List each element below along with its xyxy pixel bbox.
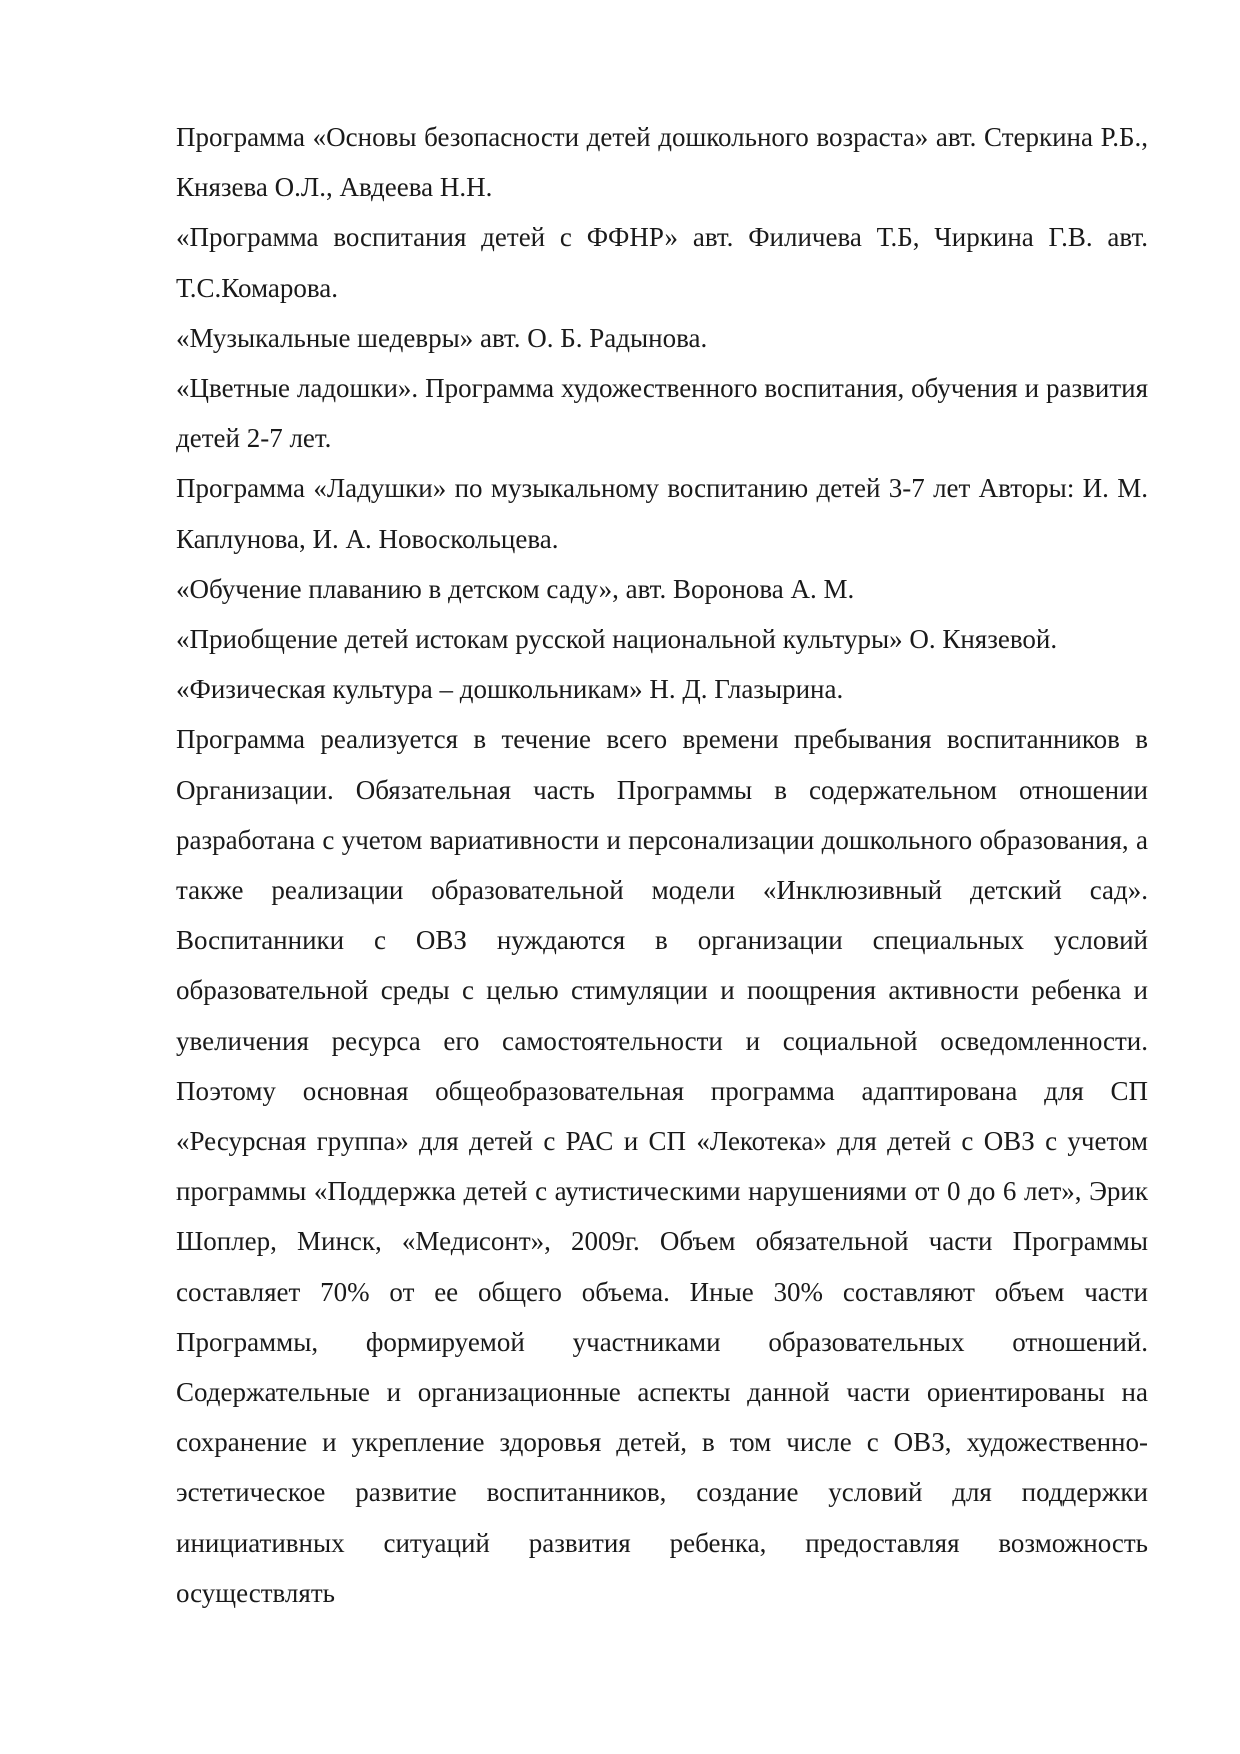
paragraph-program-implementation: Программа реализуется в течение всего времени пребывания воспитанников в Организации. Обязательная часть Программы в содержательном отношении разработана с учетом вариативности и персонализации дошкольного образования, а также реализации образовательной модели «Инклюзивный детский сад». Воспитанники с ОВЗ нуждаются в организации специальных условий образовательной среды с целью стимуляции и поощрения активности ребенка и увеличения ресурса его самостоятельности и социальной осведомленности. Поэтому основная общеобразовательная программа адаптирована для СП «Ресурсная группа» для детей с РАС и СП «Лекотека» для детей с ОВЗ с учетом программы «Поддержка детей с аутистическими нарушениями от 0 до 6 лет», Эрик Шоплер, Минск, «Медисонт», 2009г. Объем обязательной части Программы составляет 70% от ее общего объема. Иные 30% составляют объем части Программы, формируемой участниками образовательных отношений. Содержательные и организационные аспекты данной части ориентированы на сохранение и укрепление здоровья детей, в том числе с ОВЗ, художественно-эстетическое развитие воспитанников, создание условий для поддержки инициативных ситуаций развития ребенка, предоставляя возможность осуществлять xyxy=(176,724,1148,1608)
paragraph-ladushki: Программа «Ладушки» по музыкальному воспитанию детей 3-7 лет Авторы: И. М. Каплунова, И. А. Новоскольцева. xyxy=(176,473,1148,554)
paragraph-colored-palms: «Цветные ладошки». Программа художественного воспитания, обучения и развития детей 2-7 лет. xyxy=(176,373,1148,454)
paragraph-music-masterpieces: «Музыкальные шедевры» авт. О. Б. Радынова. xyxy=(176,322,708,353)
paragraph-physical-culture: «Физическая культура – дошкольникам» Н. Д. Глазырина. xyxy=(176,674,844,705)
paragraph-national-culture: «Приобщение детей истокам русской национальной культуры» О. Князевой. xyxy=(176,624,1058,655)
document-body xyxy=(176,112,1148,1618)
paragraph-swimming: «Обучение плаванию в детском саду», авт. Воронова А. М. xyxy=(176,573,855,604)
paragraph-program-safety: Программа «Основы безопасности детей дошкольного возраста» авт. Стеркина Р.Б., Князева О.Л., Авдеева Н.Н. xyxy=(176,122,1148,203)
paragraph-program-ffnr: «Программа воспитания детей с ФФНР» авт. Филичева Т.Б, Чиркина Г.В. авт. Т.С.Комарова. xyxy=(176,222,1148,303)
